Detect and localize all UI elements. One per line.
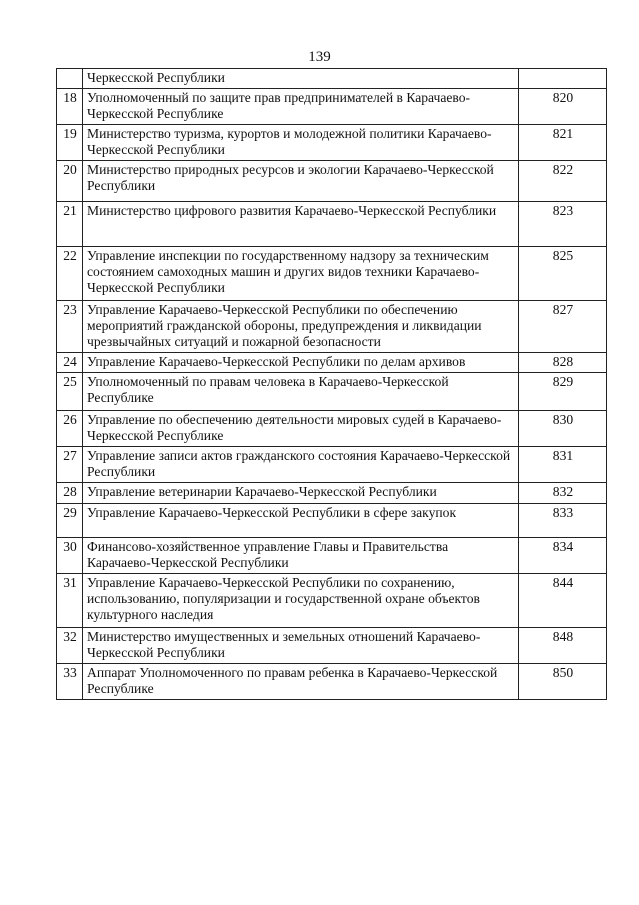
- table-row: [57, 504, 607, 538]
- row-number: 27: [57, 447, 83, 483]
- row-code: 821: [519, 125, 607, 161]
- table-row: [57, 353, 607, 373]
- table-row: [57, 125, 607, 161]
- row-number: 31: [57, 574, 83, 628]
- row-name: Управление ветеринарии Карачаево-Черкесской Республики: [83, 483, 519, 504]
- row-name: Уполномоченный по защите прав предпринимателей в Карачаево-Черкесской Республике: [83, 89, 519, 125]
- registry-table: [56, 68, 607, 700]
- row-code: 828: [519, 353, 607, 373]
- row-name: Министерство цифрового развития Карачаево-Черкесской Республики: [83, 202, 519, 247]
- row-code: 820: [519, 89, 607, 125]
- row-name: Управление Карачаево-Черкесской Республики по делам архивов: [83, 353, 519, 373]
- table-row: [57, 574, 607, 628]
- page-number: 139: [308, 49, 331, 65]
- row-name: Управление Карачаево-Черкесской Республики по обеспечению мероприятий гражданской обороны, предупреждения и ликвидации чрезвычайных ситуаций и пожарной безопасности: [83, 301, 519, 353]
- row-number: 33: [57, 664, 83, 700]
- row-number: 22: [57, 247, 83, 301]
- table-row: [57, 447, 607, 483]
- row-code: 827: [519, 301, 607, 353]
- row-code: 850: [519, 664, 607, 700]
- row-number: 24: [57, 353, 83, 373]
- row-number: 28: [57, 483, 83, 504]
- row-number: 29: [57, 504, 83, 538]
- row-name: Аппарат Уполномоченного по правам ребенка в Карачаево-Черкесской Республике: [83, 664, 519, 700]
- row-code: 844: [519, 574, 607, 628]
- row-code: 830: [519, 411, 607, 447]
- row-number: 32: [57, 628, 83, 664]
- table-row: [57, 247, 607, 301]
- row-code: 831: [519, 447, 607, 483]
- row-name: Управление Карачаево-Черкесской Республики в сфере закупок: [83, 504, 519, 538]
- row-code: 833: [519, 504, 607, 538]
- row-name: Управление записи актов гражданского состояния Карачаево-Черкесской Республики: [83, 447, 519, 483]
- row-name: Управление инспекции по государственному надзору за техническим состоянием самоходных машин и других видов техники Карачаево-Черкесской Республики: [83, 247, 519, 301]
- row-number: 26: [57, 411, 83, 447]
- table-row: [57, 89, 607, 125]
- table-row: [57, 538, 607, 574]
- row-number: 25: [57, 373, 83, 411]
- table-row: [57, 664, 607, 700]
- row-name: Министерство туризма, курортов и молодежной политики Карачаево-Черкесской Республики: [83, 125, 519, 161]
- table-row: [57, 628, 607, 664]
- row-code: 823: [519, 202, 607, 247]
- row-name: Черкесской Республики: [83, 69, 519, 89]
- row-code: 848: [519, 628, 607, 664]
- row-code: 825: [519, 247, 607, 301]
- row-name: Финансово-хозяйственное управление Главы и Правительства Карачаево-Черкесской Республики: [83, 538, 519, 574]
- row-code: 829: [519, 373, 607, 411]
- table-row: [57, 161, 607, 202]
- row-code: [519, 69, 607, 89]
- row-number: 21: [57, 202, 83, 247]
- row-name: Уполномоченный по правам человека в Карачаево-Черкесской Республике: [83, 373, 519, 411]
- table-row: [57, 411, 607, 447]
- table-row: [57, 373, 607, 411]
- row-code: 834: [519, 538, 607, 574]
- row-name: Министерство имущественных и земельных отношений Карачаево-Черкесской Республики: [83, 628, 519, 664]
- row-number: 19: [57, 125, 83, 161]
- table-row: [57, 483, 607, 504]
- row-number: 23: [57, 301, 83, 353]
- table-row: [57, 301, 607, 353]
- row-code: 832: [519, 483, 607, 504]
- row-name: Управление Карачаево-Черкесской Республики по сохранению, использованию, популяризации и государственной охране объектов культурного наследия: [83, 574, 519, 628]
- row-number: 30: [57, 538, 83, 574]
- table-row: [57, 69, 607, 89]
- table-row: [57, 202, 607, 247]
- row-code: 822: [519, 161, 607, 202]
- row-name: Управление по обеспечению деятельности мировых судей в Карачаево-Черкесской Республике: [83, 411, 519, 447]
- row-number: 20: [57, 161, 83, 202]
- row-name: Министерство природных ресурсов и экологии Карачаево-Черкесской Республики: [83, 161, 519, 202]
- registry-table-body: [57, 69, 607, 700]
- row-number: 18: [57, 89, 83, 125]
- row-number: [57, 69, 83, 89]
